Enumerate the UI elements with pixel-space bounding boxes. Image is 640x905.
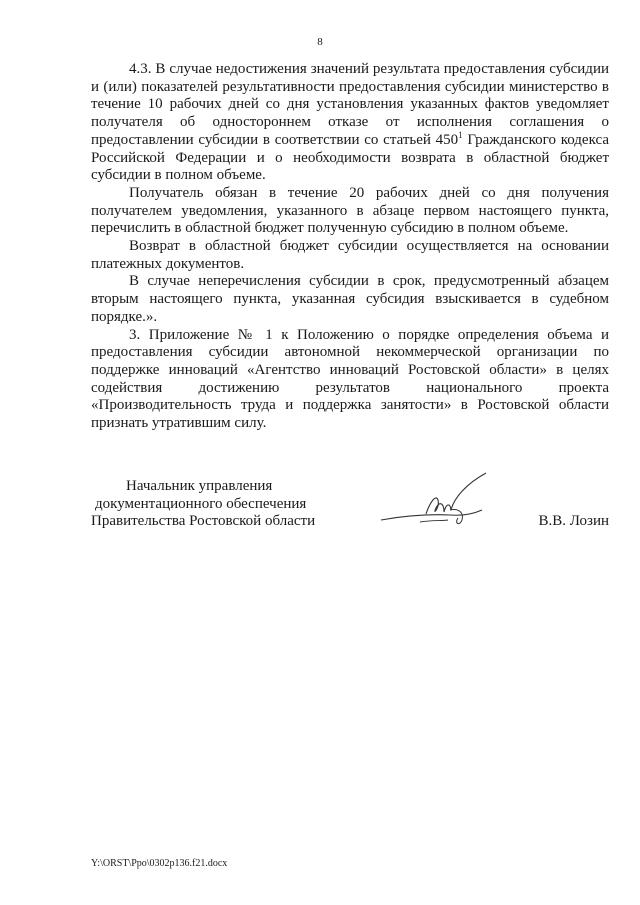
file-path: Y:\ORST\Ppo\0302p136.f21.docx — [91, 858, 228, 869]
page-number: 8 — [317, 36, 323, 48]
article-superscript: 1 — [458, 129, 463, 140]
paragraph-item-3: 3. Приложение № 1 к Положению о порядке определения объема и предоставления субсидии автономной некоммерческой организации по поддержке инноваций «Агентство инноваций Ростовской области» в целях содействия достижению результатов национального проекта «Производительность труда и поддержка занятости» в Ростовской области признать утратившим силу. — [91, 326, 609, 432]
signer-name: В.В. Лозин — [538, 513, 609, 529]
signer-title-line-1: Начальник управления — [126, 478, 273, 494]
paragraph-text: 4.3. В случае недостижения значений результата предоставления субсидии и (или) показателей результативности предоставления субсидии министерство в течение 10 рабочих дней со дня установления указанных фактов уведомляет получателя об одностороннем отказе от исполнения соглашения о предоставлении субсидии в соответствии со статьей 450 — [91, 61, 609, 148]
paragraph-refund-basis: Возврат в областной бюджет субсидии осуществляется на основании платежных документов. — [91, 238, 609, 272]
handwritten-signature — [378, 470, 498, 532]
signer-title-line-3: Правительства Ростовской области — [91, 513, 316, 530]
paragraph-refund-obligation: Получатель обязан в течение 20 рабочих дней со дня получения получателем уведомления, указанного в абзаце первом настоящего пункта, перечислить в областной бюджет полученную субсидию в полном объеме. — [91, 184, 609, 237]
paragraph-4-3 — [91, 61, 609, 185]
paragraph-tail: Гражданского кодекса Российской Федерации и о необходимости возврата в областной бюджет субсидии в полном объеме. — [91, 131, 609, 184]
document-body — [91, 61, 609, 433]
signature-block — [91, 478, 315, 531]
signer-title-line-2: документационного обеспечения — [95, 495, 307, 512]
paragraph-court-recovery: В случае неперечисления субсидии в срок, предусмотренный абзацем вторым настоящего пункта, указанная субсидия взыскивается в судебном порядке.». — [91, 273, 609, 325]
